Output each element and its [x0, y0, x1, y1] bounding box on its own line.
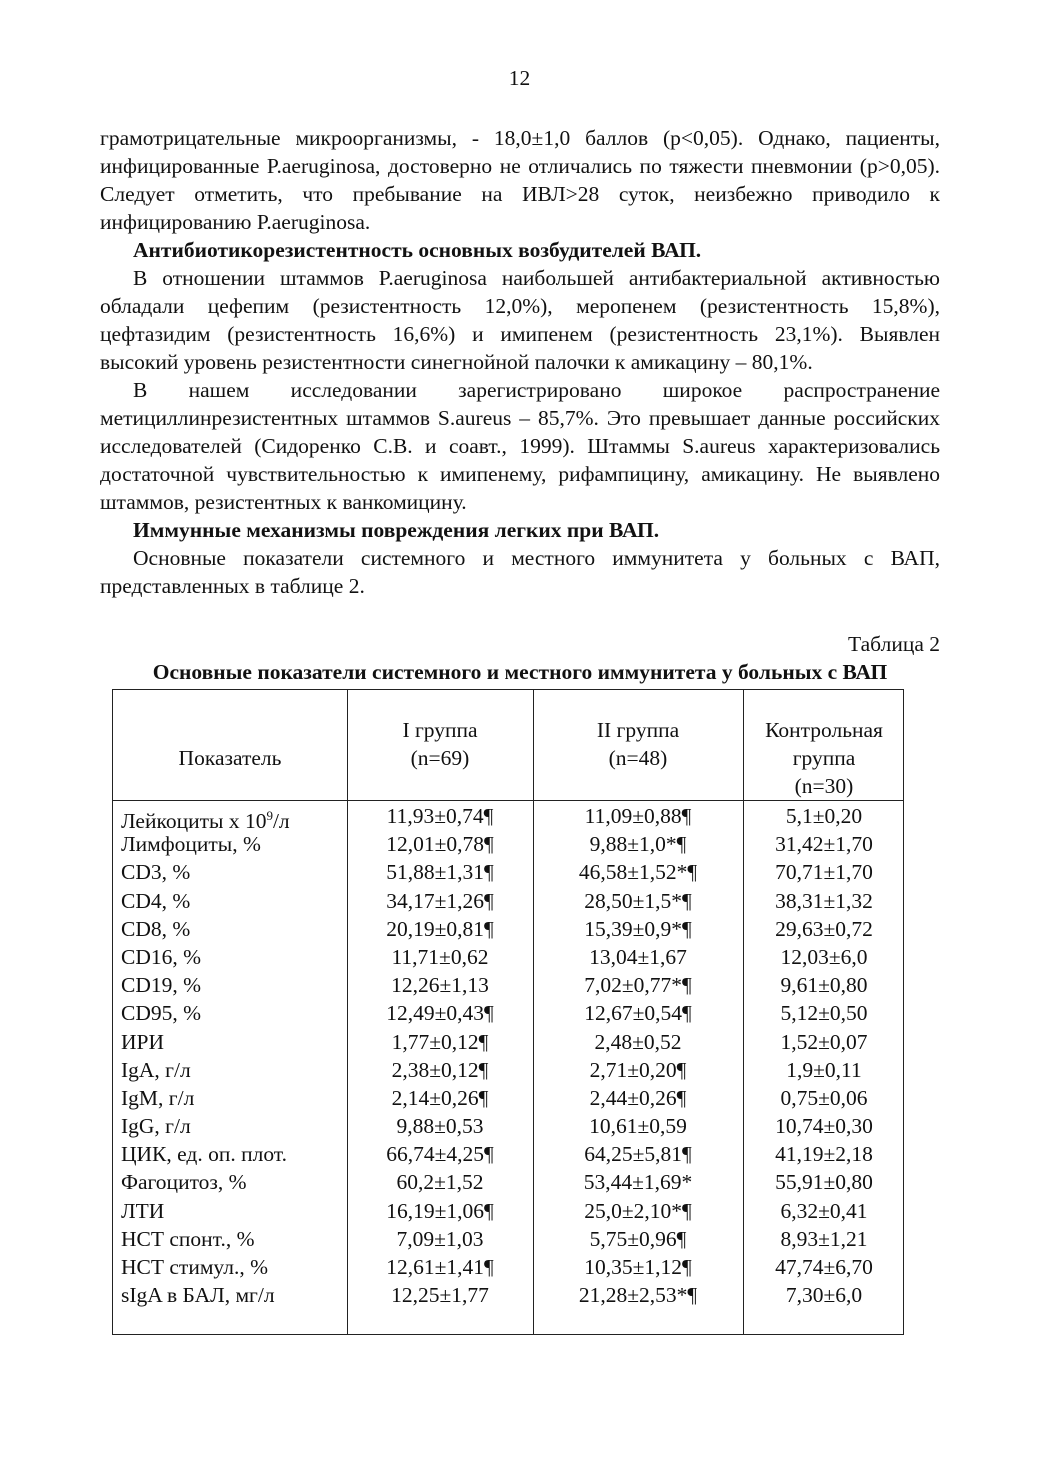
cell-control: 5,12±0,50 [780, 1001, 868, 1026]
page-number: 12 [508, 66, 531, 90]
cell-group1: 12,61±1,41¶ [386, 1255, 494, 1279]
row-label: IgM, г/л [121, 1085, 195, 1110]
cell-group2: 21,28±2,53*¶ [578, 1283, 698, 1308]
table-body [113, 802, 903, 1309]
section-heading-antibiotic: Антибиотикорезистентность основных возбудителей ВАП. [133, 238, 702, 262]
row-label: CD4, % [121, 888, 191, 913]
cell-group1: 9,88±0,53 [396, 1114, 484, 1139]
table-label: Таблица 2 [848, 632, 940, 656]
cell-group1: 1,77±0,12¶ [391, 1029, 489, 1054]
cell-group1: 2,38±0,12¶ [391, 1057, 489, 1082]
paragraph-table-intro: Основные показатели системного и местного иммунитета у больных с ВАП, представленных в таблице 2. [100, 546, 940, 598]
cell-control: 1,52±0,07 [780, 1029, 868, 1054]
cell-group1: 12,26±1,13 [391, 973, 489, 998]
header-control [743, 716, 905, 800]
header-group1-n: (n=69) [410, 746, 470, 770]
data-table [112, 689, 904, 1335]
cell-group2: 28,50±1,5*¶ [584, 888, 692, 913]
cell-group2: 46,58±1,52*¶ [578, 860, 698, 885]
cell-group2: 2,71±0,20¶ [589, 1057, 687, 1082]
row-label: Фагоцитоз, % [121, 1170, 247, 1195]
table-row [113, 1168, 903, 1196]
row-label: CD3, % [121, 860, 191, 885]
table-row [113, 802, 903, 834]
cell-group1: 60,2±1,52 [396, 1170, 484, 1195]
table-row [113, 1056, 903, 1084]
table-row [113, 915, 903, 943]
header-group2-n: (n=48) [608, 746, 668, 770]
cell-control: 0,75±0,06 [780, 1085, 868, 1110]
header-indicator: Показатель [178, 746, 282, 770]
table-row [113, 1084, 903, 1112]
cell-group2: 25,0±2,10*¶ [584, 1198, 692, 1223]
row-label: CD16, % [121, 944, 202, 969]
cell-group2: 5,75±0,96¶ [589, 1226, 687, 1251]
cell-group2: 64,25±5,81¶ [584, 1142, 692, 1167]
cell-control: 38,31±1,32 [775, 888, 873, 913]
row-label: НСТ спонт., % [121, 1226, 255, 1251]
paragraph-continuation: грамотрицательные микроорганизмы, - 18,0±1,0 баллов (p<0,05). Однако, пациенты, инфицированные P.aeruginosa, достоверно не отличались по тяжести пневмонии (p>0,05). Следует отметить, что пребывание на ИВЛ>28 суток, неизбежно приводило к инфицированию P.aeruginosa. [100, 126, 940, 234]
header-group2 [533, 716, 743, 772]
cell-control: 1,9±0,11 [786, 1057, 862, 1082]
cell-group2: 10,61±0,59 [589, 1114, 687, 1139]
cell-group1: 12,49±0,43¶ [386, 1001, 494, 1026]
cell-group2: 9,88±1,0*¶ [589, 832, 687, 857]
header-group2-title: II группа [596, 718, 680, 742]
row-label: ЦИК, ед. оп. плот. [121, 1142, 287, 1167]
table-row [113, 887, 903, 915]
table-row [113, 1028, 903, 1056]
table-row [113, 830, 903, 858]
row-label: CD95, % [121, 1001, 202, 1026]
cell-control: 12,03±6,0 [780, 944, 868, 969]
cell-group2: 2,48±0,52 [594, 1029, 682, 1054]
label-prefix: Лейкоциты х 10 [121, 809, 267, 834]
row-label: ЛТИ [121, 1198, 165, 1223]
cell-control: 29,63±0,72 [775, 916, 873, 941]
table-row [113, 1140, 903, 1168]
table-row [113, 971, 903, 999]
cell-group2: 53,44±1,69* [583, 1170, 693, 1195]
cell-group1: 7,09±1,03 [396, 1226, 484, 1251]
table-row [113, 1281, 903, 1309]
cell-group1: 2,14±0,26¶ [391, 1085, 489, 1110]
row-label: НСТ стимул., % [121, 1255, 268, 1279]
table-row [113, 1197, 903, 1225]
header-divider [113, 800, 903, 801]
cell-group2: 13,04±1,67 [589, 944, 687, 969]
label-suffix: /л [272, 809, 290, 834]
table-row [113, 1253, 903, 1281]
body-text [100, 124, 940, 600]
row-label: Лимфоциты, % [121, 832, 261, 857]
table-row [113, 999, 903, 1027]
cell-control: 31,42±1,70 [775, 832, 873, 857]
section-heading-immune: Иммунные механизмы повреждения легких при ВАП. [133, 518, 660, 542]
row-label: ИРИ [121, 1029, 165, 1054]
table-row [113, 1225, 903, 1253]
header-group1 [347, 716, 533, 772]
cell-control: 55,91±0,80 [775, 1170, 873, 1195]
cell-group1: 66,74±4,25¶ [386, 1142, 494, 1167]
cell-control: 9,61±0,80 [780, 973, 868, 998]
cell-control: 7,30±6,0 [785, 1283, 863, 1308]
paragraph-saureus: В нашем исследовании зарегистрировано широкое распространение метициллинрезистентных штаммов S.aureus – 85,7%. Это превышает данные российских исследователей (Сидоренко С.В. и соавт., 1999). Штаммы S.aureus характеризовались достаточной чувствительностью к имипенему, рифампицину, амикацину. Не выявлено штаммов, резистентных к ванкомицину. [100, 378, 940, 514]
cell-group1: 11,71±0,62 [391, 944, 489, 969]
cell-control: 8,93±1,21 [780, 1226, 868, 1251]
table-row [113, 1112, 903, 1140]
cell-group1: 12,25±1,77 [391, 1283, 489, 1308]
cell-group2: 2,44±0,26¶ [589, 1085, 687, 1110]
cell-group2: 10,35±1,12¶ [584, 1255, 692, 1279]
cell-group2: 15,39±0,9*¶ [584, 916, 692, 941]
cell-group2: 11,09±0,88¶ [584, 804, 692, 828]
cell-group1: 34,17±1,26¶ [386, 888, 494, 913]
cell-group2: 7,02±0,77*¶ [584, 973, 692, 998]
table-row [113, 943, 903, 971]
row-label: IgG, г/л [121, 1114, 191, 1139]
row-label: sIgA в БАЛ, мг/л [121, 1283, 275, 1308]
row-label: IgA, г/л [121, 1057, 191, 1082]
row-label: CD19, % [121, 973, 202, 998]
cell-group1: 51,88±1,31¶ [386, 860, 494, 885]
cell-control: 47,74±6,70 [775, 1255, 873, 1279]
cell-control: 6,32±0,41 [780, 1198, 868, 1223]
header-control-n: (n=30) [794, 774, 854, 798]
header-control-group: группа [792, 746, 856, 770]
header-control-title: Контрольная [765, 718, 883, 742]
cell-control: 5,1±0,20 [785, 804, 863, 828]
cell-group1: 16,19±1,06¶ [386, 1198, 494, 1223]
paragraph-paeruginosa: В отношении штаммов P.aeruginosa наибольшей антибактериальной активностью обладали цефепим (резистентность 12,0%), меропенем (резистентность 15,8%), цефтазидим (резистентность 16,6%) и имипенем (резистентность 23,1%). Выявлен высокий уровень резистентности синегнойной палочки к амикацину – 80,1%. [100, 266, 940, 374]
cell-control: 10,74±0,30 [775, 1114, 873, 1139]
cell-group1: 11,93±0,74¶ [386, 804, 494, 828]
cell-control: 41,19±2,18 [775, 1142, 873, 1167]
label-exponent: 9 [266, 808, 273, 823]
table-title: Основные показатели системного и местного иммунитета у больных с ВАП [152, 660, 888, 684]
cell-group1: 12,01±0,78¶ [386, 832, 494, 857]
row-label: CD8, % [121, 916, 191, 941]
cell-group1: 20,19±0,81¶ [386, 916, 494, 941]
table-row [113, 858, 903, 886]
header-group1-title: I группа [402, 718, 478, 742]
cell-group2: 12,67±0,54¶ [584, 1001, 692, 1026]
cell-control: 70,71±1,70 [775, 860, 873, 885]
